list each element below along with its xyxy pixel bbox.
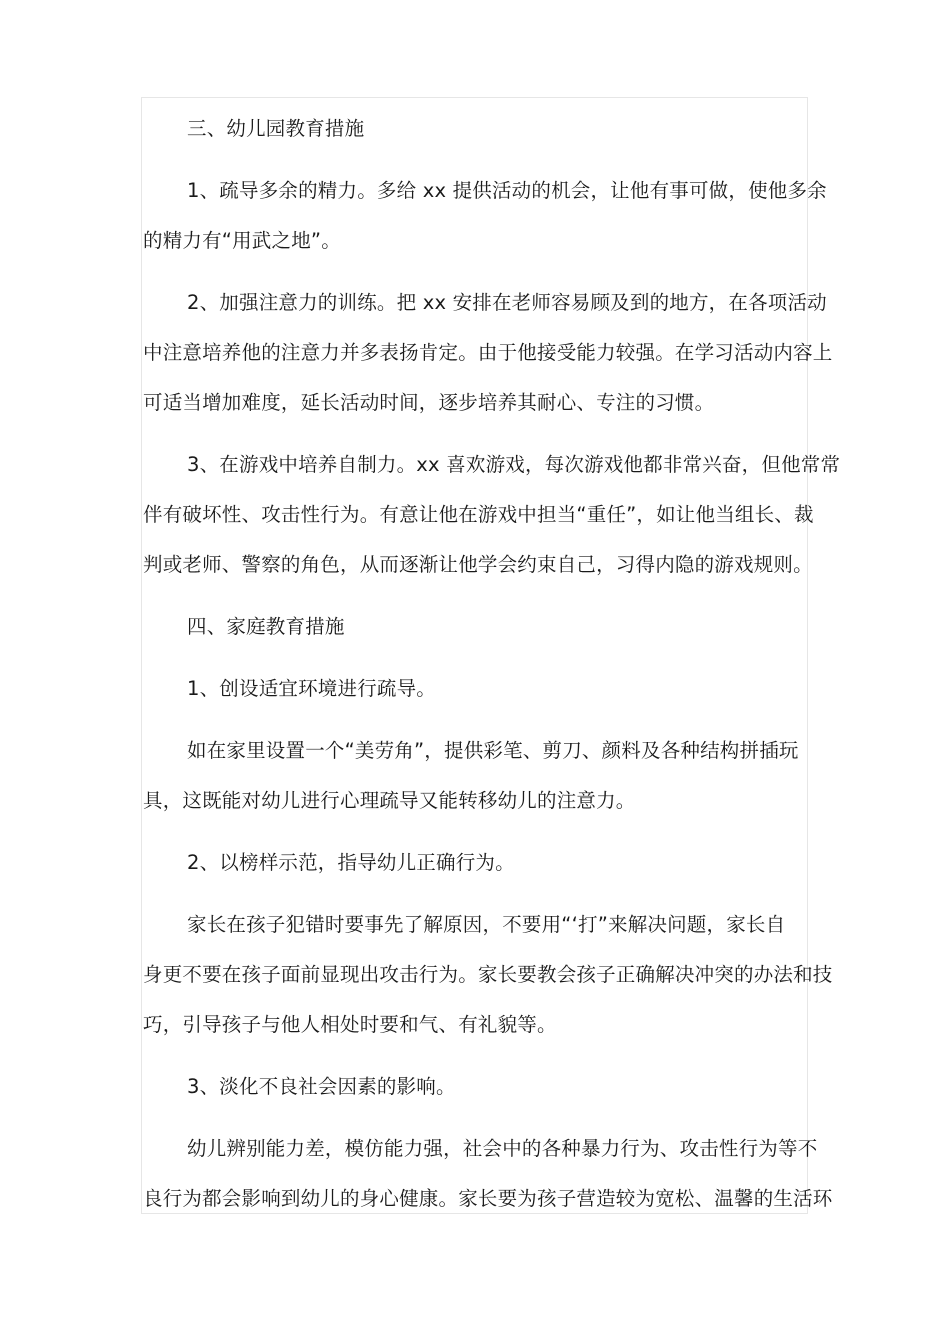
paragraph-kg-item-1 xyxy=(143,166,827,266)
text-line: 巧，引导孩子与他人相处时要和气、有礼貌等。 xyxy=(143,1013,557,1036)
text-line: 具，这既能对幼儿进行心理疏导又能转移幼儿的注意力。 xyxy=(143,789,636,812)
section-heading-family xyxy=(143,602,815,652)
text-line: 如在家里设置一个“美劳角”，提供彩笔、剪刀、颜料及各种结构拼插玩 xyxy=(187,739,799,762)
text-line: 1、疏导多余的精力。多给 xx 提供活动的机会，让他有事可做，使他多余 xyxy=(187,179,827,202)
text-line: 2、加强注意力的训练。把 xx 安排在老师容易顾及到的地方，在各项活动 xyxy=(187,291,827,314)
section-heading-kindergarten xyxy=(143,104,815,154)
text-line: 的精力有“用武之地”。 xyxy=(143,229,341,252)
paragraph-family-item-2-body xyxy=(143,900,833,1050)
text-line: 良行为都会影响到幼儿的身心健康。家长要为孩子营造较为宽松、温馨的生活环 xyxy=(143,1187,833,1210)
text-line: 四、家庭教育措施 xyxy=(187,615,345,638)
paragraph-family-item-1-body xyxy=(143,726,815,826)
text-line: 3、在游戏中培养自制力。xx 喜欢游戏，每次游戏他都非常兴奋，但他常常 xyxy=(187,453,841,476)
text-line: 可适当增加难度，延长活动时间，逐步培养其耐心、专注的习惯。 xyxy=(143,391,715,414)
text-line: 1、创设适宜环境进行疏导。 xyxy=(187,677,437,700)
text-line: 三、幼儿园教育措施 xyxy=(187,117,365,140)
text-line: 3、淡化不良社会因素的影响。 xyxy=(187,1075,456,1098)
text-line: 幼儿辨别能力差，模仿能力强，社会中的各种暴力行为、攻击性行为等不 xyxy=(187,1137,818,1160)
paragraph-family-item-3 xyxy=(143,1062,815,1112)
text-line: 2、以榜样示范，指导幼儿正确行为。 xyxy=(187,851,515,874)
paragraph-family-item-3-body xyxy=(143,1124,833,1224)
text-line: 伴有破坏性、攻击性行为。有意让他在游戏中担当“重任”，如让他当组长、裁 xyxy=(143,503,814,526)
text-line: 判或老师、警察的角色，从而逐渐让他学会约束自己，习得内隐的游戏规则。 xyxy=(143,553,813,576)
text-line: 中注意培养他的注意力并多表扬肯定。由于他接受能力较强。在学习活动内容上 xyxy=(143,341,833,364)
paragraph-kg-item-3 xyxy=(143,440,841,590)
document-body xyxy=(143,104,841,1224)
paragraph-family-item-2 xyxy=(143,838,815,888)
text-line: 家长在孩子犯错时要事先了解原因，不要用“‘打”来解决问题，家长自 xyxy=(187,913,786,936)
paragraph-family-item-1 xyxy=(143,664,815,714)
paragraph-kg-item-2 xyxy=(143,278,833,428)
text-line: 身更不要在孩子面前显现出攻击行为。家长要教会孩子正确解决冲突的办法和技 xyxy=(143,963,833,986)
